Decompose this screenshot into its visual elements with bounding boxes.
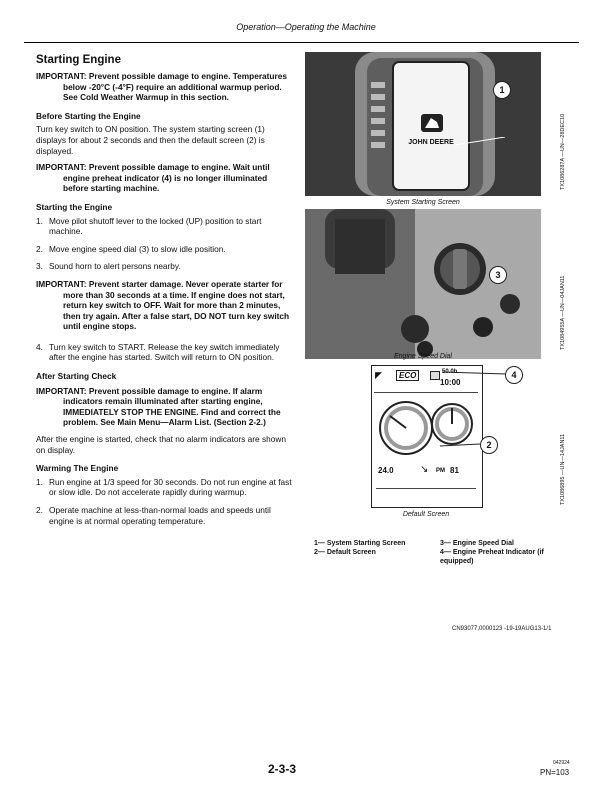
pm-value: 81 — [450, 466, 459, 475]
important-note-preheat: IMPORTANT: Prevent possible damage to engine. Wait until engine preheat indicator (4) is no longer illuminated before starting machine. — [36, 162, 270, 194]
before-text: Turn key switch to ON position. The system starting screen (1) displays for about 2 seconds and then the default screen (2) is displayed. — [36, 124, 265, 156]
mode-icon: ◤ — [375, 370, 382, 380]
list-item: 1. Run engine at 1/3 speed for 30 seconds. Do not run engine at fast or slow idle. Do not accelerate rapidly during warmup. — [36, 476, 292, 498]
fig2-id: TX1084955A —UN—04JAN11 — [560, 275, 566, 350]
list-item: 2. Operate machine at less-than-normal loads and speeds until engine is at normal operating temperature. — [36, 505, 271, 526]
leader-lines-3 — [440, 370, 510, 450]
start-steps — [36, 216, 294, 272]
hour-meter: 50.0h — [442, 369, 458, 375]
fig3-caption: Default Screen — [402, 511, 450, 518]
preheat-indicator-icon — [430, 371, 440, 380]
legend-item-4: 4— Engine Preheat Indicator (if equipped) — [440, 549, 544, 565]
pn-number: PN=103 — [540, 768, 570, 777]
legend-item-1: 1— System Starting Screen — [314, 540, 406, 547]
start-step-4 — [36, 342, 294, 363]
before-heading: Before Starting the Engine — [36, 110, 141, 121]
document-reference: CN93077,0000123 -19-19AUG13-1/1 — [452, 626, 552, 632]
important-note-starter: IMPORTANT: Prevent starter damage. Never operate starter for more than 30 seconds at a time. If engine does not start, return key switch to OFF. Wait for more than 2 minutes, then try again. After a false start, DO NOT turn key switch until engine stops. — [36, 278, 290, 332]
list-item: 3. Sound horn to alert persons nearby. — [36, 261, 181, 272]
leader-line-1 — [455, 137, 505, 147]
starting-heading: Starting the Engine — [36, 201, 113, 212]
after-heading: After Starting Check — [36, 371, 117, 382]
legend-right — [440, 539, 570, 566]
callout-4: 4 — [505, 366, 523, 384]
callout-2: 2 — [480, 436, 498, 454]
clock: 10:00 — [440, 378, 461, 387]
important-note-alarm: IMPORTANT: Prevent possible damage to engine. If alarm indicators remain illuminated after starting engine, IMMEDIATELY STOP THE ENGINE. Find and correct the problem. See Main Menu—Alarm List. (Section 2-2.) — [36, 385, 281, 428]
temperature-readout: 24.0 — [378, 466, 394, 475]
fig1-caption: System Starting Screen — [386, 199, 460, 206]
john-deere-logo-text: JOHN DEERE — [408, 139, 454, 146]
system-starting-screen-photo — [305, 52, 541, 196]
monitor-illustration — [305, 52, 541, 196]
pm-label: PM — [436, 468, 445, 474]
after-text: After the engine is started, check that no alarm indicators are shown on display. — [36, 434, 286, 455]
callout-1: 1 — [493, 81, 511, 99]
section-title: Starting Engine — [36, 54, 121, 66]
legend-item-2: 2— Default Screen — [314, 549, 376, 556]
text-column — [36, 54, 294, 533]
list-item: 2. Move engine speed dial (3) to slow idle position. — [36, 243, 226, 254]
softkey-row — [376, 488, 476, 503]
page-number: 2-3-3 — [268, 762, 297, 776]
legend-item-3: 3— Engine Speed Dial — [440, 540, 514, 547]
important-note-cold: IMPORTANT: Prevent possible damage to engine. Temperatures below -20°C (-4°F) require an additional warmup period. See Cold Weather Warmup in this section. — [36, 71, 287, 103]
dial-illustration — [305, 209, 541, 359]
fig2-caption: Engine Speed Dial — [394, 353, 452, 360]
legend-left — [314, 539, 434, 557]
list-item: 1. Move pilot shutoff lever to the locked (UP) position to start machine. — [36, 215, 262, 237]
hydraulic-icon: ↘ — [420, 464, 429, 475]
warm-steps — [36, 477, 294, 526]
eco-indicator: ECO — [396, 370, 419, 381]
warming-heading: Warming The Engine — [36, 463, 119, 474]
list-item: 4. Turn key switch to START. Release the key switch immediately after the engine has started. Switch will return to ON position. — [36, 341, 280, 363]
running-header: Operation—Operating the Machine — [236, 22, 376, 32]
fig3-id: TX1086895 —UN—14JAN11 — [560, 433, 566, 505]
callout-3: 3 — [489, 266, 507, 284]
fig1-id: TX1086287A —UN—28DEC10 — [560, 113, 566, 190]
header-rule — [24, 42, 579, 43]
small-code: 042924 — [553, 760, 570, 766]
engine-speed-dial-photo — [305, 209, 541, 359]
